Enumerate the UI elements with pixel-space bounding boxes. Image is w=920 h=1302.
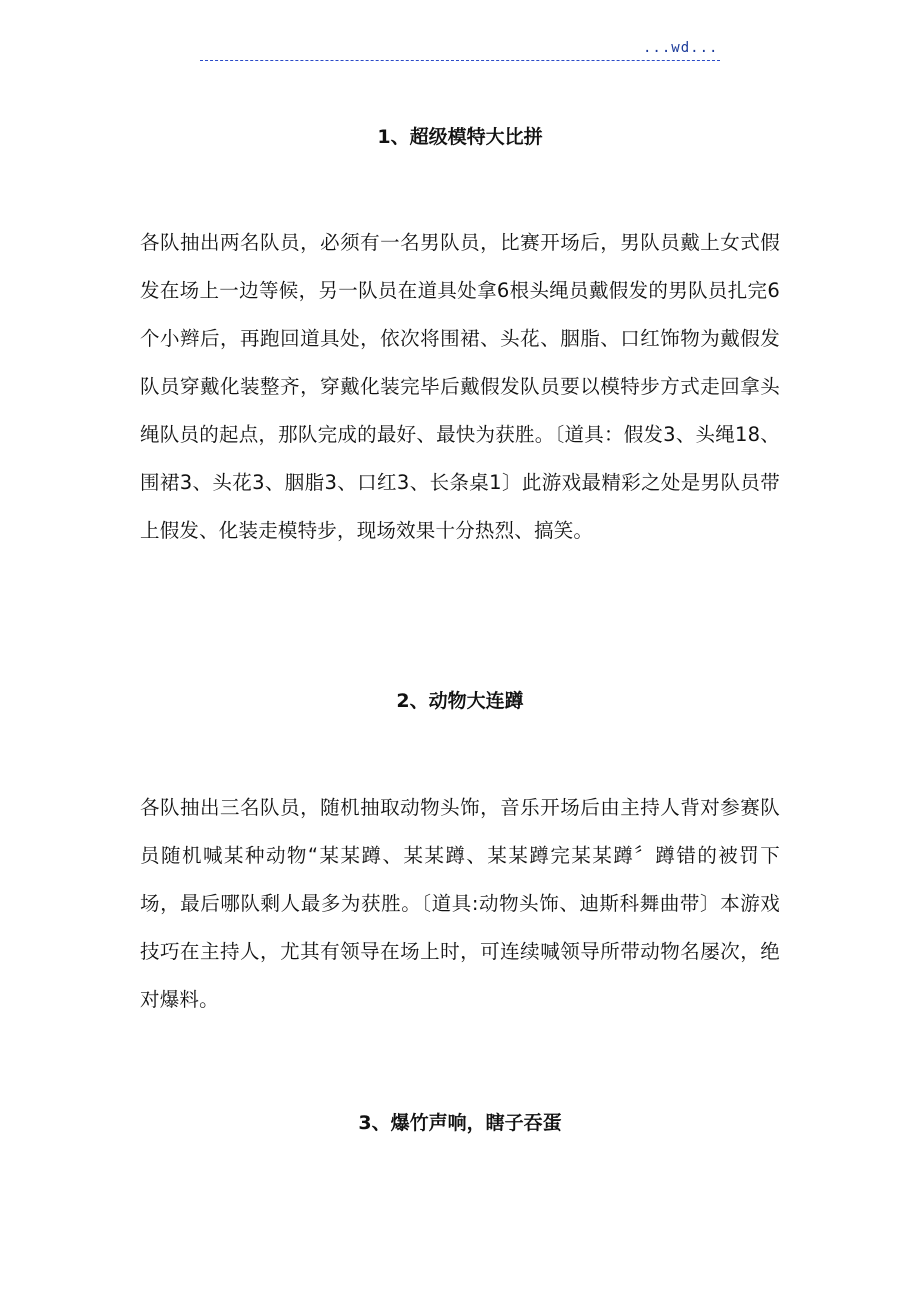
header-dashed-rule xyxy=(200,60,720,61)
section-body-1: 各队抽出两名队员，必须有一名男队员，比赛开场后，男队员戴上女式假发在场上一边等候，另一队员在道具处拿6根头绳员戴假发的男队员扎完6个小辫后，再跑回道具处，依次将围裙、头花、胭脂、口红饰物为戴假发队员穿戴化装整齐，穿戴化装完毕后戴假发队员要以模特步方式走回拿头绳队员的起点，那队完成的最好、最快为获胜。〔道具：假发3、头绳18、围裙3、头花3、胭脂3、口红3、长条桌1〕此游戏最精彩之处是男队员带上假发、化装走模特步，现场效果十分热烈、搞笑。 xyxy=(140,231,780,542)
section-title-3: 3、爆竹声响，瞎子吞蛋 xyxy=(358,1112,562,1134)
section-title-2: 2、动物大连蹲 xyxy=(396,690,524,712)
section-title-1: 1、超级模特大比拼 xyxy=(377,126,543,148)
header-mark: ...wd... xyxy=(643,40,719,56)
section-body-2: 各队抽出三名队员，随机抽取动物头饰，音乐开场后由主持人背对参赛队员随机喊某种动物“某某蹲、某某蹲、某某蹲完某某蹲〞蹲错的被罚下场，最后哪队剩人最多为获胜。〔道具:动物头饰、迪斯科舞曲带〕本游戏技巧在主持人，尤其有领导在场上时，可连续喊领导所带动物名屡次，绝对爆料。 xyxy=(140,796,780,1011)
